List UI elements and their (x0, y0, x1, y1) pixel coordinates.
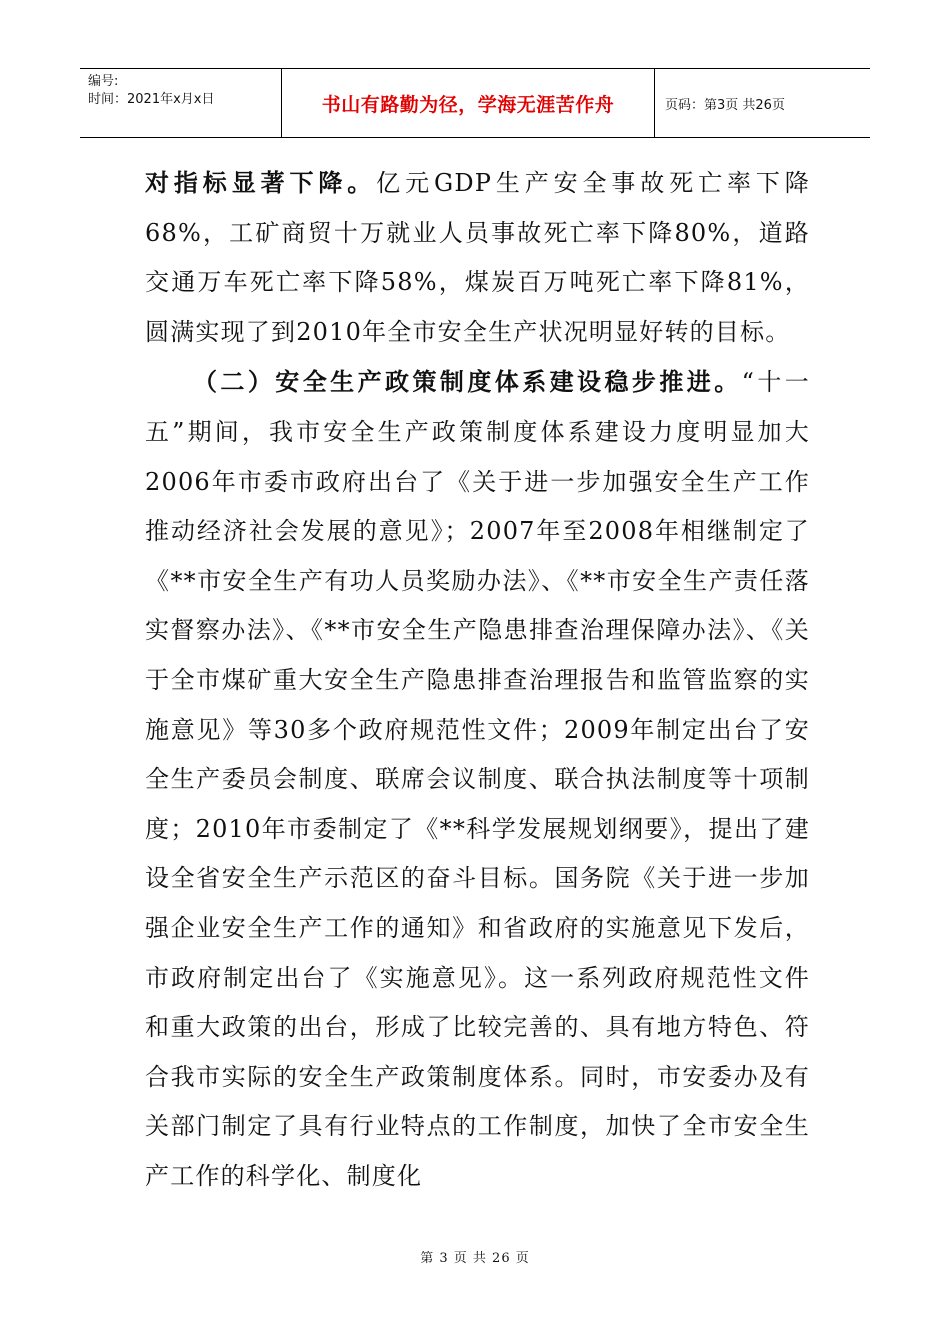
paragraph-2-text: “十一五”期间，我市安全生产政策制度体系建设力度明显加大2006年市委市政府出台了《关于进一步加强安全生产工作推动经济社会发展的意见》；2007年至2008年相继制定了《**市安全生产有功人员奖励办法》、《**市安全生产责任落实督察办法》、《**市安全生产隐患排查治理保障办法》、《关于全市煤矿重大安全生产隐患排查治理报告和监管监察的实施意见》等30多个政府规范性文件；2009年制定出台了安全生产委员会制度、联席会议制度、联合执法制度等十项制度；2010年市委制定了《**科学发展规划纲要》，提出了建设全省安全生产示范区的奋斗目标。国务院《关于进一步加强企业安全生产工作的通知》和省政府的实施意见下发后，市政府制定出台了《实施意见》。这一系列政府规范性文件和重大政策的出台，形成了比较完善的、具有地方特色、符合我市实际的安全生产政策制度体系。同时，市安委办及有关部门制定了具有行业特点的工作制度，加快了全市安全生产工作的科学化、制度化 (145, 368, 811, 1190)
paragraph-2-heading: （二）安全生产政策制度体系建设稳步推进。 (193, 367, 742, 397)
paragraph-1 (145, 158, 810, 357)
time-label: 时间：2021年x月x日 (88, 92, 215, 107)
paragraph-1-heading: 对指标显著下降。 (145, 168, 377, 197)
header-meta (80, 69, 282, 137)
header-page-info: 页码：第3页 共26页 (665, 97, 785, 113)
paragraph-1-text: 亿元GDP生产安全事故死亡率下降68%，工矿商贸十万就业人员事故死亡率下降80%，道路交通万车死亡率下降58%，煤炭百万吨死亡率下降81%，圆满实现了到2010年全市安全生产状况明显好转的目标。 (145, 169, 810, 346)
paragraph-2 (145, 357, 810, 1201)
header-motto: 书山有路勤为径，学海无涯苦作舟 (282, 69, 655, 137)
page-footer: 第 3 页 共 26 页 (420, 1251, 530, 1266)
document-body (145, 158, 810, 1201)
page-header (80, 68, 870, 138)
number-label: 编号: (88, 74, 119, 89)
